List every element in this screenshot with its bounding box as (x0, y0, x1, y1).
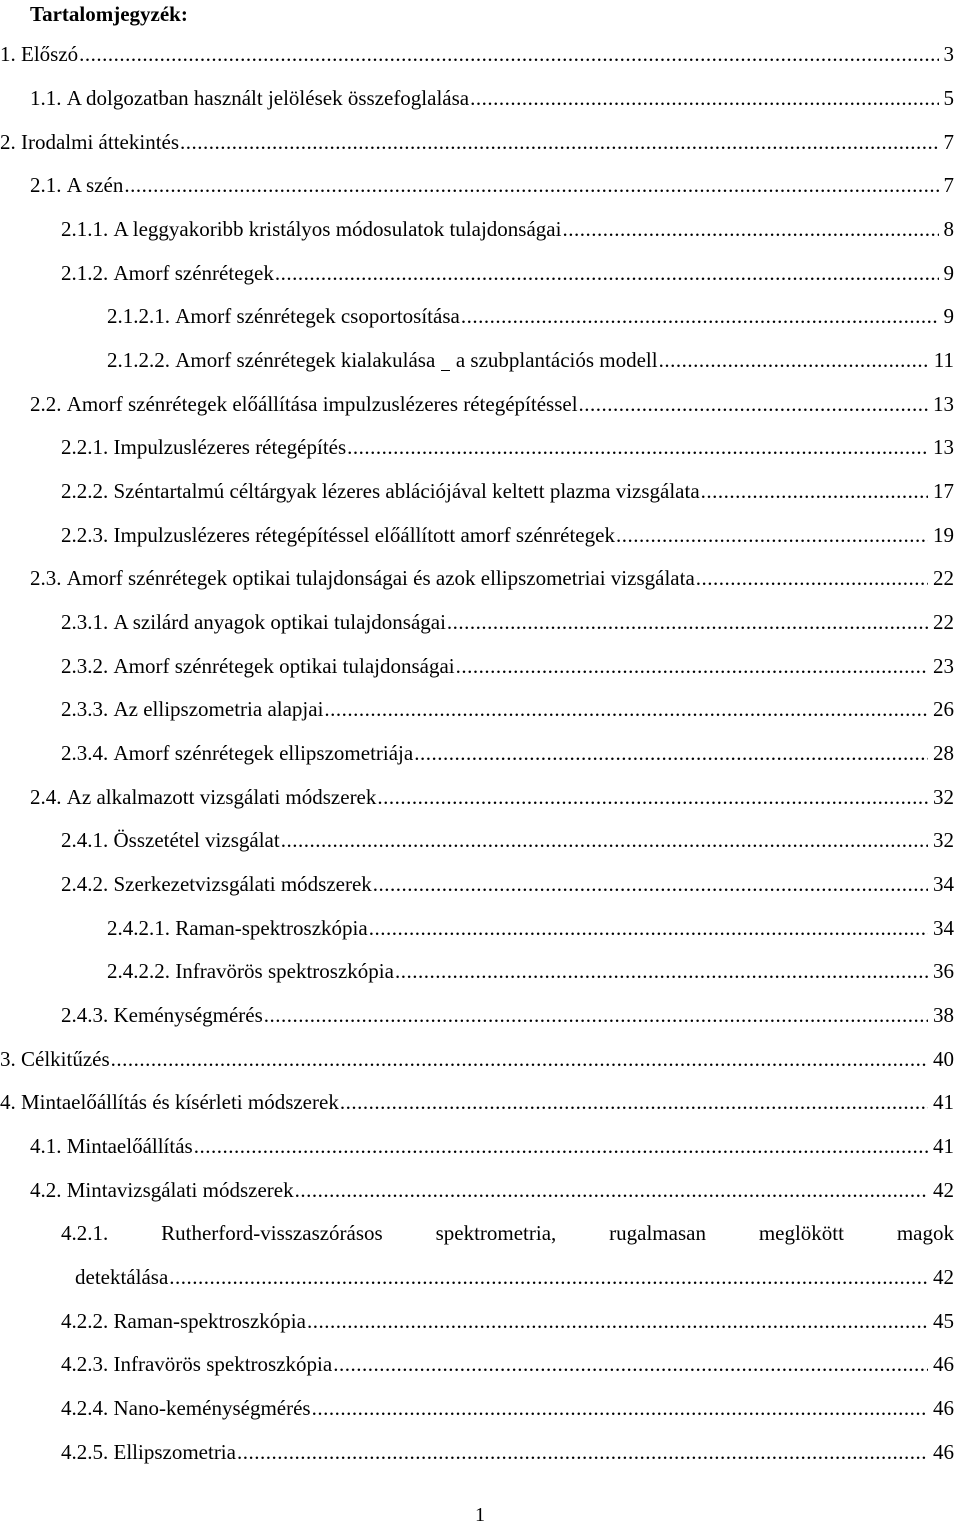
toc-entry[interactable] (61, 648, 954, 678)
toc-entry-number: 2.1.2.2. (107, 348, 170, 372)
toc-entry-page: 42 (933, 1178, 954, 1202)
dot-leader (347, 435, 928, 459)
toc-entry[interactable] (30, 779, 954, 809)
toc-entry-number: 2.2.1. (61, 435, 109, 459)
dot-leader (333, 1352, 928, 1376)
toc-entry-page: 34 (933, 872, 954, 896)
toc-entry-page: 46 (933, 1352, 954, 1376)
toc-entry-title: Az alkalmazott vizsgálati módszerek (66, 785, 377, 809)
toc-entry-title: Széntartalmú céltárgyak lézeres ablációjával keltett plazma vizsgálata (113, 479, 700, 503)
dot-leader (169, 1265, 928, 1289)
toc-entry-page: 13 (933, 435, 954, 459)
toc-entry-number: 2.3.4. (61, 741, 109, 765)
toc-entry-number: 2.1.2. (61, 261, 109, 285)
toc-entry-page: 7 (943, 173, 954, 197)
toc-entry[interactable] (61, 691, 954, 721)
toc-entry[interactable] (61, 735, 954, 765)
dot-leader (377, 785, 928, 809)
dot-leader (456, 654, 928, 678)
toc-entry-page: 22 (933, 610, 954, 634)
toc-entry-number: 2. (0, 130, 16, 154)
toc-entry[interactable] (30, 167, 954, 197)
toc-entry-number: 2.4.2.1. (107, 916, 170, 940)
toc-entry-title: Amorf szénrétegek (113, 261, 274, 285)
toc-entry-page: 42 (933, 1265, 954, 1289)
toc-entry-title: Amorf szénrétegek kialakulása (175, 348, 436, 372)
dot-leader (395, 959, 928, 983)
toc-entry-title: Célkitűzés (21, 1047, 110, 1071)
toc-entry-title: Keménységmérés (113, 1003, 263, 1027)
toc-entry-title: Raman-spektroszkópia (175, 916, 368, 940)
toc-entry-number: 2.3.1. (61, 610, 109, 634)
toc-entry-continuation[interactable] (75, 1259, 954, 1289)
toc-entry[interactable] (30, 80, 954, 110)
dot-leader (324, 697, 928, 721)
toc-entry-title: Irodalmi áttekintés (21, 130, 180, 154)
toc-entry-number: 2.2.3. (61, 523, 109, 547)
dot-leader (312, 1396, 928, 1420)
dot-leader (79, 42, 938, 66)
toc-entry-number: 2.4.1. (61, 828, 109, 852)
dot-leader (281, 828, 928, 852)
dot-leader (369, 916, 928, 940)
toc-entry-page: 8 (943, 217, 954, 241)
toc-entry-page: 40 (933, 1047, 954, 1071)
toc-entry[interactable] (107, 298, 954, 328)
dot-leader (340, 1090, 928, 1114)
toc-entry-title: Amorf szénrétegek előállítása impulzuslézeres rétegépítéssel (66, 392, 578, 416)
toc-entry-title: A szén (66, 173, 124, 197)
toc-entry-number: 2.4.2.2. (107, 959, 170, 983)
dot-leader (264, 1003, 928, 1027)
toc-entry-number: 4.2.3. (61, 1352, 109, 1376)
dot-leader (295, 1178, 928, 1202)
toc-entry[interactable] (107, 953, 954, 983)
toc-entry-number: 2.1.1. (61, 217, 109, 241)
toc-entry-title: Amorf szénrétegek csoportosítása (175, 304, 460, 328)
toc-entry-title: Nano-keménységmérés (113, 1396, 311, 1420)
toc-entry-number: 2.2.2. (61, 479, 109, 503)
toc-entry-title: Amorf szénrétegek ellipszometriája (113, 741, 414, 765)
dot-leader (461, 304, 939, 328)
toc-entry[interactable] (61, 1390, 954, 1420)
toc-entry-title: Mintaelőállítás (66, 1134, 193, 1158)
toc-entry-word: meglökött (758, 1221, 844, 1245)
dot-leader (194, 1134, 928, 1158)
toc-entry-title: Az ellipszometria alapjai (113, 697, 324, 721)
toc-entry-page: 22 (933, 566, 954, 590)
toc-entry[interactable] (61, 1434, 954, 1464)
toc-entry-page: 5 (943, 86, 954, 110)
toc-entry[interactable] (61, 866, 954, 896)
toc-entry[interactable] (61, 1346, 954, 1376)
toc-entry-number: 4.2.4. (61, 1396, 109, 1420)
toc-entry-page: 3 (943, 42, 954, 66)
toc-entry[interactable] (61, 255, 954, 285)
toc-entry-title: A szilárd anyagok optikai tulajdonságai (113, 610, 446, 634)
toc-entry-title: Mintaelőállítás és kísérleti módszerek (21, 1090, 339, 1114)
page-number: 1 (475, 1504, 485, 1526)
toc-entry-page: 46 (933, 1440, 954, 1464)
toc-entry-title: Összetétel vizsgálat (113, 828, 280, 852)
toc-entry[interactable] (61, 1303, 954, 1333)
toc-entry-page: 11 (933, 348, 954, 372)
toc-entry-page: 7 (943, 130, 954, 154)
toc-entry-page: 9 (943, 261, 954, 285)
dot-leader (180, 130, 938, 154)
toc-entry[interactable] (0, 36, 954, 66)
toc-entry-number: 2.3.3. (61, 697, 109, 721)
toc-entry-word: rugalmasan (609, 1221, 706, 1245)
dot-leader (124, 173, 938, 197)
dot-leader (237, 1440, 928, 1464)
toc-entry-title: Amorf szénrétegek optikai tulajdonságai (113, 654, 455, 678)
dot-leader (373, 872, 928, 896)
dot-leader (275, 261, 939, 285)
toc-entry-word: spektrometria, (435, 1221, 557, 1245)
dot-leader (701, 479, 928, 503)
toc-entry[interactable] (30, 386, 954, 416)
toc-entry[interactable] (61, 211, 954, 241)
toc-entry-page: 13 (933, 392, 954, 416)
toc-entry-number: 2.4.3. (61, 1003, 109, 1027)
toc-entry-number: 4.2.1. (61, 1221, 109, 1245)
dot-leader (447, 610, 928, 634)
dot-leader (579, 392, 928, 416)
toc-entry-page: 41 (933, 1090, 954, 1114)
toc-entry-page: 23 (933, 654, 954, 678)
toc-entry-number: 4.2.2. (61, 1309, 109, 1333)
toc-entry-title-continued: a szubplantációs modell (455, 348, 658, 372)
toc-entry[interactable] (61, 604, 954, 634)
toc-entry-title-continued: detektálása (75, 1265, 169, 1289)
toc-entry-word: magok (896, 1221, 954, 1245)
toc-entry[interactable] (61, 473, 954, 503)
toc-entry-number: 2.3. (30, 566, 62, 590)
toc-entry-number: 1.1. (30, 86, 62, 110)
toc-entry-page: 36 (933, 959, 954, 983)
dot-leader (659, 348, 929, 372)
toc-entry-number: 4.1. (30, 1134, 62, 1158)
toc-entry-page: 41 (933, 1134, 954, 1158)
toc-entry-title: Amorf szénrétegek optikai tulajdonságai és azok ellipszometriai vizsgálata (66, 566, 695, 590)
dot-leader (696, 566, 928, 590)
toc-entry[interactable] (0, 124, 954, 154)
toc-entry-page: 34 (933, 916, 954, 940)
toc-entry-title: A leggyakoribb kristályos módosulatok tulajdonságai (113, 217, 562, 241)
toc-entry-title: Szerkezetvizsgálati módszerek (113, 872, 372, 896)
toc-entry[interactable] (61, 822, 954, 852)
toc-entry[interactable] (30, 1128, 954, 1158)
toc-entry-number: 2.4. (30, 785, 62, 809)
dash-separator (441, 370, 450, 371)
toc-entry-title: A dolgozatban használt jelölések összefoglalása (66, 86, 470, 110)
dot-leader (470, 86, 938, 110)
toc-entry-title: Mintavizsgálati módszerek (66, 1178, 294, 1202)
toc-entry-word: Rutherford-visszaszórásos (161, 1221, 383, 1245)
toc-entry-number: 4. (0, 1090, 16, 1114)
toc-entry-page: 26 (933, 697, 954, 721)
toc-entry-title: Ellipszometria (113, 1440, 236, 1464)
toc-entry-number: 2.1. (30, 173, 62, 197)
toc-entry-number: 3. (0, 1047, 16, 1071)
dot-leader (111, 1047, 928, 1071)
toc-entry-number: 2.2. (30, 392, 62, 416)
toc-entry-title: Infravörös spektroszkópia (175, 959, 394, 983)
toc-entry-title: Infravörös spektroszkópia (113, 1352, 333, 1376)
toc-entry-page: 28 (933, 741, 954, 765)
toc-entry-justified-line[interactable] (61, 1215, 954, 1245)
toc-entry-page: 38 (933, 1003, 954, 1027)
toc-entry-number: 2.3.2. (61, 654, 109, 678)
dot-leader (562, 217, 938, 241)
toc-entry[interactable] (107, 910, 954, 940)
toc-entry-page: 32 (933, 828, 954, 852)
toc-entry[interactable] (30, 560, 954, 590)
toc-entry-title: Raman-spektroszkópia (113, 1309, 306, 1333)
dot-leader (616, 523, 928, 547)
toc-entry-number: 4.2. (30, 1178, 62, 1202)
toc-entry-title: Impulzuslézeres rétegépítéssel előállított amorf szénrétegek (113, 523, 615, 547)
toc-entry-number: 2.4.2. (61, 872, 109, 896)
toc-entry-title: Impulzuslézeres rétegépítés (113, 435, 347, 459)
toc-entry-page: 45 (933, 1309, 954, 1333)
toc-entry[interactable] (30, 1172, 954, 1202)
toc-entry-number: 1. (0, 42, 16, 66)
dot-leader (414, 741, 928, 765)
toc-entry-page: 32 (933, 785, 954, 809)
dot-leader (307, 1309, 928, 1333)
toc-entry-page: 9 (943, 304, 954, 328)
toc-entry-page: 19 (933, 523, 954, 547)
toc-entry-number: 2.1.2.1. (107, 304, 170, 328)
toc-entry[interactable] (0, 1041, 954, 1071)
toc-entry[interactable] (61, 429, 954, 459)
toc-entry-page: 17 (933, 479, 954, 503)
toc-heading: Tartalomjegyzék: (30, 2, 188, 26)
toc-entry[interactable] (61, 997, 954, 1027)
toc-entry[interactable] (0, 1084, 954, 1114)
toc-entry[interactable] (61, 517, 954, 547)
toc-entry[interactable] (107, 342, 954, 372)
toc-entry-title: Előszó (21, 42, 79, 66)
toc-entry-number: 4.2.5. (61, 1440, 109, 1464)
toc-entry-page: 46 (933, 1396, 954, 1420)
